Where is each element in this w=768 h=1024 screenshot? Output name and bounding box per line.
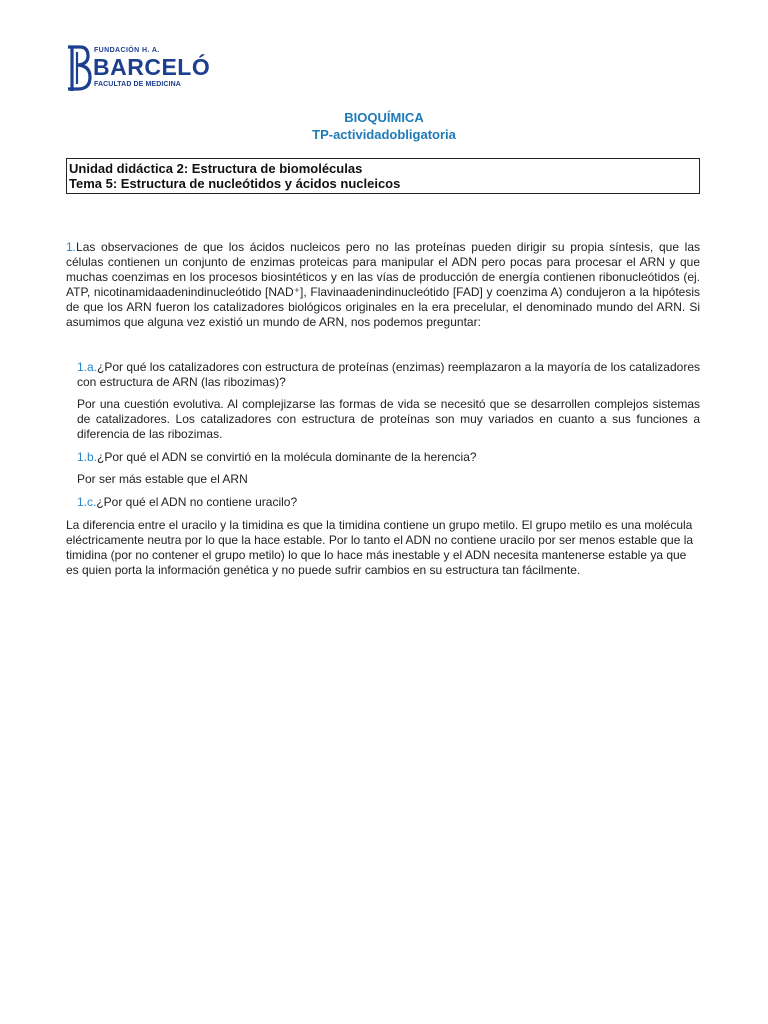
barcelo-logo bbox=[66, 44, 211, 94]
question-1b bbox=[77, 450, 700, 465]
logo-line3: FACULTAD DE MEDICINA bbox=[94, 81, 181, 88]
question-number: 1.a. bbox=[77, 360, 98, 374]
barcelo-emblem-icon bbox=[66, 44, 94, 94]
question-number: 1. bbox=[66, 240, 77, 254]
question-text: Las observaciones de que los ácidos nucleicos pero no las proteínas pueden dirigir su propia síntesis, que las células contienen un conjunto de enzimas proteicas para manipular el ADN pero pocas para procesar el ARN y que muchas coenzimas en los procesos biosintéticos y en las vías de producción de energía contienen ribonucleótidos (ej. ATP, nicotinamidaadenindinucleótido [NAD⁺], Flavinaadenindinucleótido [FAD] y coenzima A) condujeron a la hipótesis de que los ARN fueron los catalizadores biológicos originales en la era precelular, el denominado mundo del ARN. Si asumimos que alguna vez existió un mundo de ARN, nos podemos preguntar: bbox=[66, 240, 700, 329]
answer-1c: La diferencia entre el uracilo y la timidina es que la timidina contiene un grupo metilo. El grupo metilo es una molécula eléctricamente neutra por lo que la hace estable. Por lo tanto el ADN no contiene uracilo por ser menos estable que la timidina (por no contener el grupo metilo) lo que lo hace más inestable y el ADN necesita mantenerse estable ya que es quien porta la información genética y no puede sufrir cambios en su estructura tan fácilmente. bbox=[66, 518, 694, 577]
document-subtitle: TP-actividadobligatoria bbox=[312, 127, 456, 142]
question-1a bbox=[77, 360, 700, 390]
question-text: ¿Por qué el ADN no contiene uracilo? bbox=[96, 495, 298, 509]
answer-1b: Por ser más estable que el ARN bbox=[77, 472, 248, 486]
answer-1a: Por una cuestión evolutiva. Al complejizarse las formas de vida se necesitó que se desarrollen complejos sistemas de catalizadores. Los catalizadores con estructura de proteínas son muy variados en cuanto a sus funciones a diferencia de las ribozimas. bbox=[77, 397, 700, 441]
logo-line2: BARCELÓ bbox=[93, 54, 211, 80]
question-number: 1.c. bbox=[77, 495, 97, 509]
question-number: 1.b. bbox=[77, 450, 98, 464]
unit-box bbox=[66, 158, 700, 194]
question-1-intro bbox=[66, 240, 700, 330]
question-text: ¿Por qué el ADN se convirtió en la molécula dominante de la herencia? bbox=[97, 450, 477, 464]
question-text: ¿Por qué los catalizadores con estructura de proteínas (enzimas) reemplazaron a la mayoría de los catalizadores con estructura de ARN (las ribozimas)? bbox=[77, 360, 700, 389]
unit-line: Unidad didáctica 2: Estructura de biomoléculas bbox=[69, 161, 363, 176]
document-title: BIOQUÍMICA bbox=[344, 110, 424, 125]
topic-line: Tema 5: Estructura de nucleótidos y ácidos nucleicos bbox=[69, 176, 401, 191]
logo-line1: FUNDACIÓN H. A. bbox=[94, 47, 160, 54]
question-1c bbox=[77, 495, 700, 510]
